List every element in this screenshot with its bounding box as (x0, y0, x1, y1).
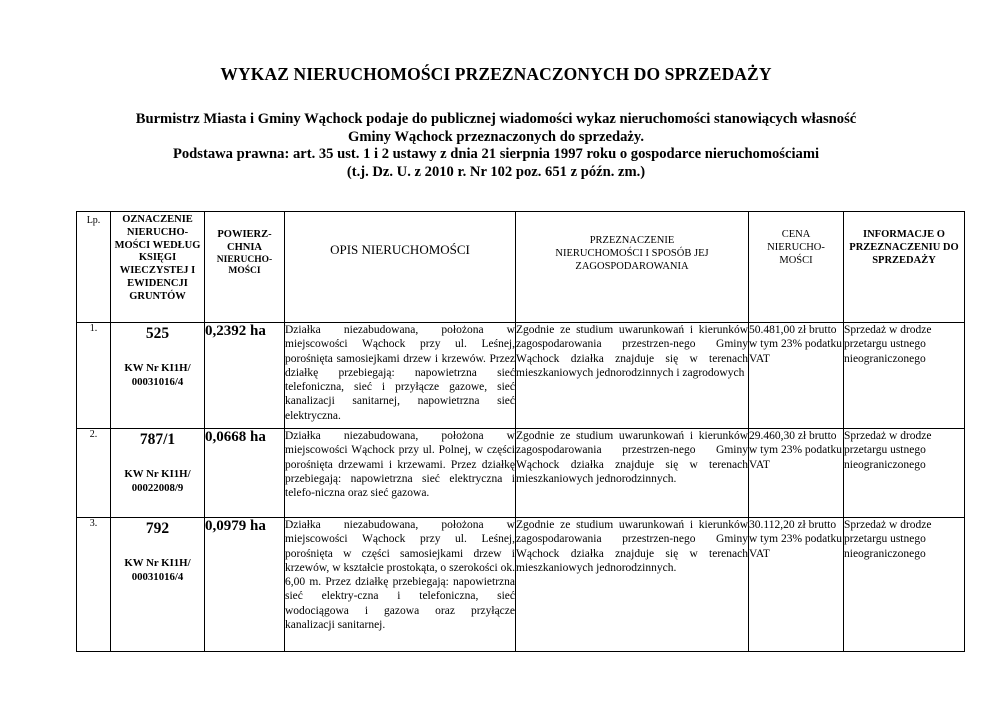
header-price: CENA NIERUCHO-MOŚCI (749, 212, 844, 323)
plot-number: 792 (145, 520, 170, 537)
header-description: OPIS NIERUCHOMOŚCI (285, 212, 516, 323)
intro-line-4: (t.j. Dz. U. z 2010 r. Nr 102 poz. 651 z późn. zm.) (346, 163, 646, 180)
header-lp: Lp. (77, 212, 111, 323)
row-lp: 3. (77, 518, 111, 652)
header-area (205, 212, 285, 323)
land-register-number: KW Nr KI1H/ 00031016/4 (124, 557, 191, 583)
header-area-main: POWIERZ-CHNIA (217, 229, 272, 253)
plot-number: 525 (145, 325, 170, 342)
row-purpose: Zgodnie ze studium uwarunkowań i kierunków zagospodarowania przestrzen-nego Gminy Wąchock działka znajduje się w terenach mieszkaniowych jednorodzinnych. (516, 429, 749, 518)
properties-table (76, 211, 965, 652)
header-designation: OZNACZENIE NIERUCHO-MOŚCI WEDŁUG KSIĘGI WIECZYSTEJ I EWIDENCJI GRUNTÓW (111, 212, 205, 323)
document-title: WYKAZ NIERUCHOMOŚCI PRZEZNACZONYCH DO SPRZEDAŻY (220, 64, 772, 84)
row-price: 50.481,00 zł brutto w tym 23% podatku VAT (749, 323, 844, 429)
row-price: 29.460,30 zł brutto w tym 23% podatku VAT (749, 429, 844, 518)
row-price: 30.112,20 zł brutto w tym 23% podatku VAT (749, 518, 844, 652)
row-description: Działka niezabudowana, położona w miejscowości Wąchock przy ul. Polnej, w części porośnięta drzewami i krzewami. Przez działkę przebiegają: napowietrzna sieć elektryczna i telefo-niczna oraz sieć gazowa. (285, 429, 516, 518)
row-designation (111, 518, 205, 652)
row-area: 0,0979 ha (205, 518, 285, 652)
land-register-number: KW Nr KI1H/ 00022008/9 (124, 468, 191, 494)
row-description: Działka niezabudowana, położona w miejscowości Wąchock przy ul. Leśnej, porośnięta w części samosiejkami drzew i krzewów, w kształcie prostokąta, o szerokości ok. 6,00 m. Przez działkę przebiegają: napowietrzna sieć elektry-czna i telefoniczna, sieć wodociągowa i gazowa oraz przyłącze kanalizacji sanitarnej. (285, 518, 516, 652)
intro-line-1: Burmistrz Miasta i Gminy Wąchock podaje do publicznej wiadomości wykaz nieruchomości stanowiących własność (135, 111, 857, 127)
row-lp: 2. (77, 429, 111, 518)
table-header-row (77, 212, 965, 323)
row-description: Działka niezabudowana, położona w miejscowości Wąchock przy ul. Leśnej, porośnięta samosiejkami drzew i krzewów. Przez działkę przebiegają: napowietrzna sieć telefoniczna, sieć i przyłącze gazowe, sieć kanalizacji sanitarnej, napowietrzna sieć elektryczna. (285, 323, 516, 429)
row-area: 0,0668 ha (205, 429, 285, 518)
intro-line-3: Podstawa prawna: art. 35 ust. 1 i 2 ustawy z dnia 21 sierpnia 1997 roku o gospodarce nieruchomościami (172, 146, 820, 162)
table-row (77, 323, 965, 429)
row-lp: 1. (77, 323, 111, 429)
header-area-sub: NIERUCHO-MOŚCI (216, 254, 273, 276)
intro-paragraph (60, 111, 932, 181)
row-info: Sprzedaż w drodze przetargu ustnego nieograniczonego (844, 323, 965, 429)
land-register-number: KW Nr KI1H/ 00031016/4 (124, 362, 191, 388)
row-designation (111, 429, 205, 518)
table-row (77, 518, 965, 652)
row-info: Sprzedaż w drodze przetargu ustnego nieograniczonego (844, 429, 965, 518)
table-row (77, 429, 965, 518)
row-purpose: Zgodnie ze studium uwarunkowań i kierunków zagospodarowania przestrzen-nego Gminy Wąchock działka znajduje się w terenach mieszkaniowych jednorodzinnych i zagrodowych (516, 323, 749, 429)
row-info: Sprzedaż w drodze przetargu ustnego nieograniczonego (844, 518, 965, 652)
row-designation (111, 323, 205, 429)
header-info: INFORMACJE O PRZEZNACZENIU DO SPRZEDAŻY (844, 212, 965, 323)
plot-number: 787/1 (139, 431, 176, 448)
intro-line-2: Gminy Wąchock przeznaczonych do sprzedaży. (347, 128, 645, 145)
row-purpose: Zgodnie ze studium uwarunkowań i kierunków zagospodarowania przestrzen-nego Gminy Wąchock działka znajduje się w terenach mieszkaniowych jednorodzinnych. (516, 518, 749, 652)
header-purpose: PRZEZNACZENIE NIERUCHOMOŚCI I SPOSÓB JEJ ZAGOSPODAROWANIA (516, 212, 749, 323)
row-area: 0,2392 ha (205, 323, 285, 429)
